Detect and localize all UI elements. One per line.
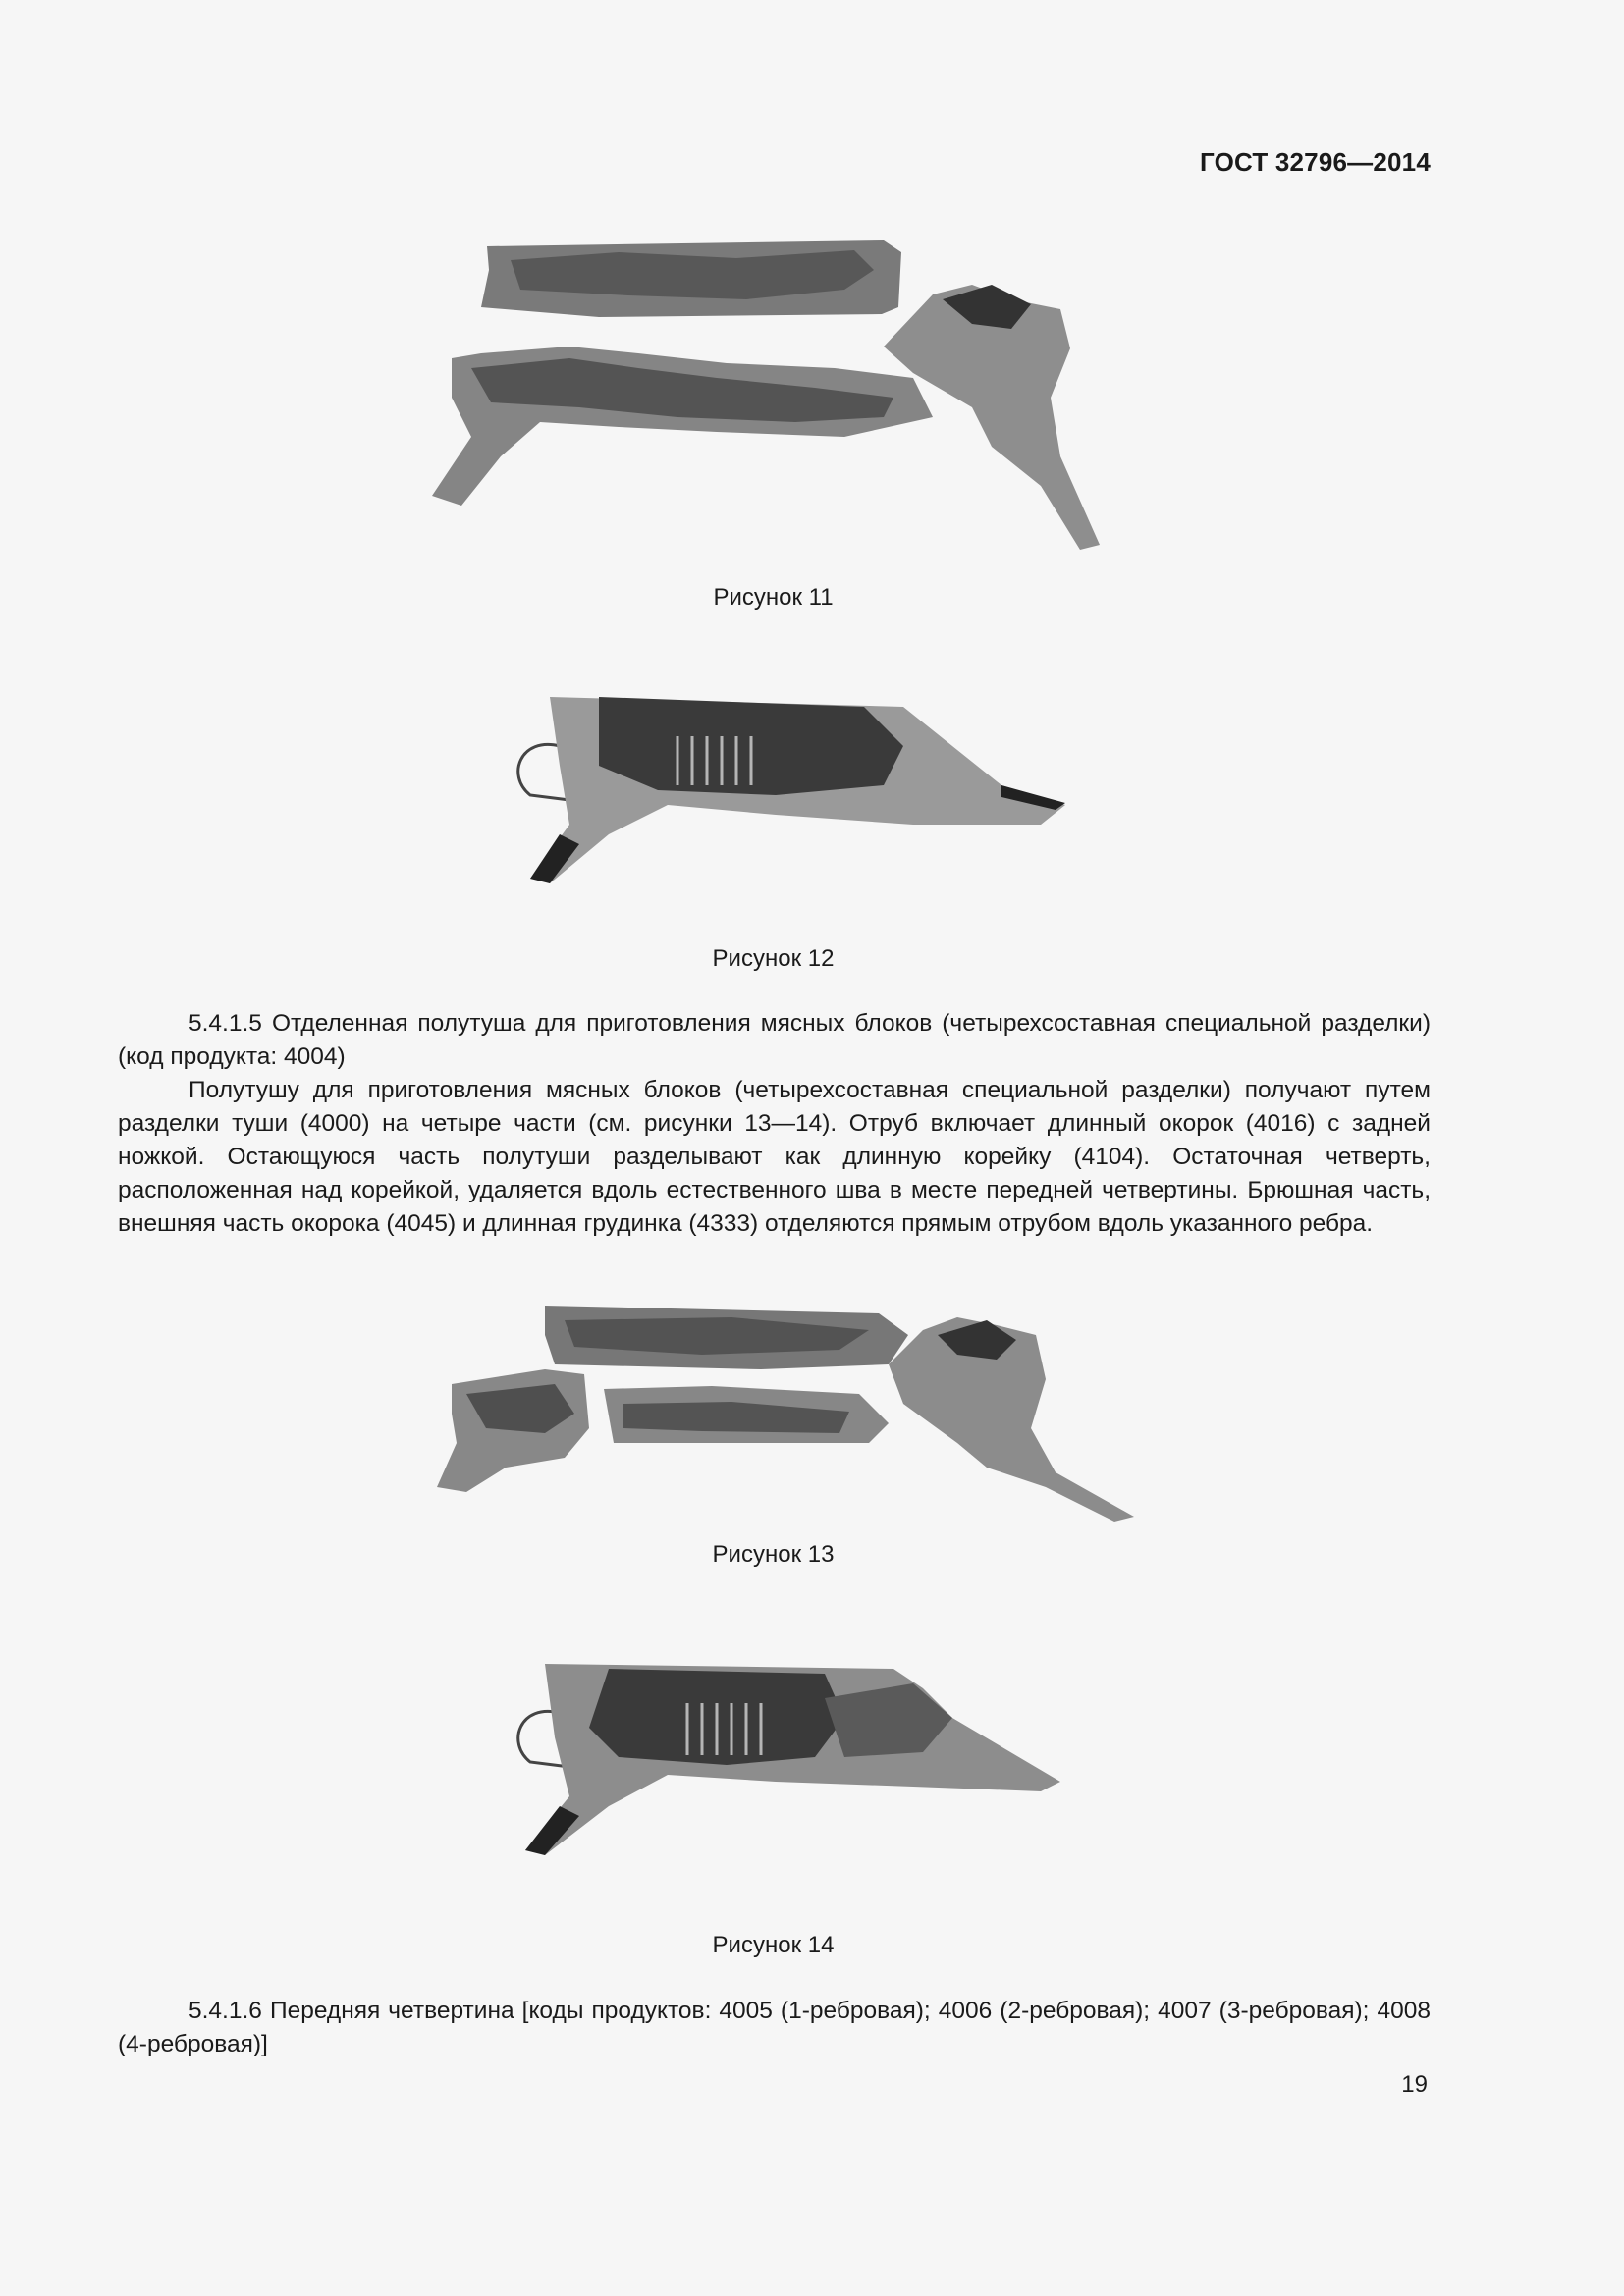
section-5-4-1-6-heading: 5.4.1.6 Передняя четвертина [коды продуктов: 4005 (1-ребровая); 4006 (2-ребровая); 4007 (3-ребровая); 4008 (4-ребровая)] [118,1998,1431,2057]
figure-12-caption: Рисунок 12 [712,945,835,972]
section-5-4-1-5-body: Полутушу для приготовления мясных блоков (четырехсоставная специальной разделки) получают путем разделки туши (4000) на четыре части (см. рисунки 13—14). Отруб включает длинный окорок (4016) с задней ножкой. Остающуюся часть полутуши разделывают как длинную корейку (4104). Остаточная четверть, расположенная над корейкой, удаляется вдоль естественного шва в месте передней четвертины. Брюшная часть, внешняя часть окорока (4045) и длинная грудинка (4333) отделяются прямым отрубом вдоль указанного ребра. [118,1077,1431,1237]
section-5-4-1-5-heading: 5.4.1.5 Отделенная полутуша для приготовления мясных блоков (четырехсоставная специальной разделки) (код продукта: 4004) [118,1010,1431,1070]
page-number: 19 [1401,2071,1428,2098]
figure-13-caption: Рисунок 13 [712,1541,835,1568]
standard-header: ГОСТ 32796—2014 [1200,147,1431,177]
figure-14-image [491,1659,1080,1865]
figure-14-caption: Рисунок 14 [712,1932,835,1958]
figure-11-caption: Рисунок 11 [713,584,834,611]
figure-12-image [491,687,1080,893]
figure-11-image [422,231,1129,555]
figure-13-image [407,1296,1144,1531]
